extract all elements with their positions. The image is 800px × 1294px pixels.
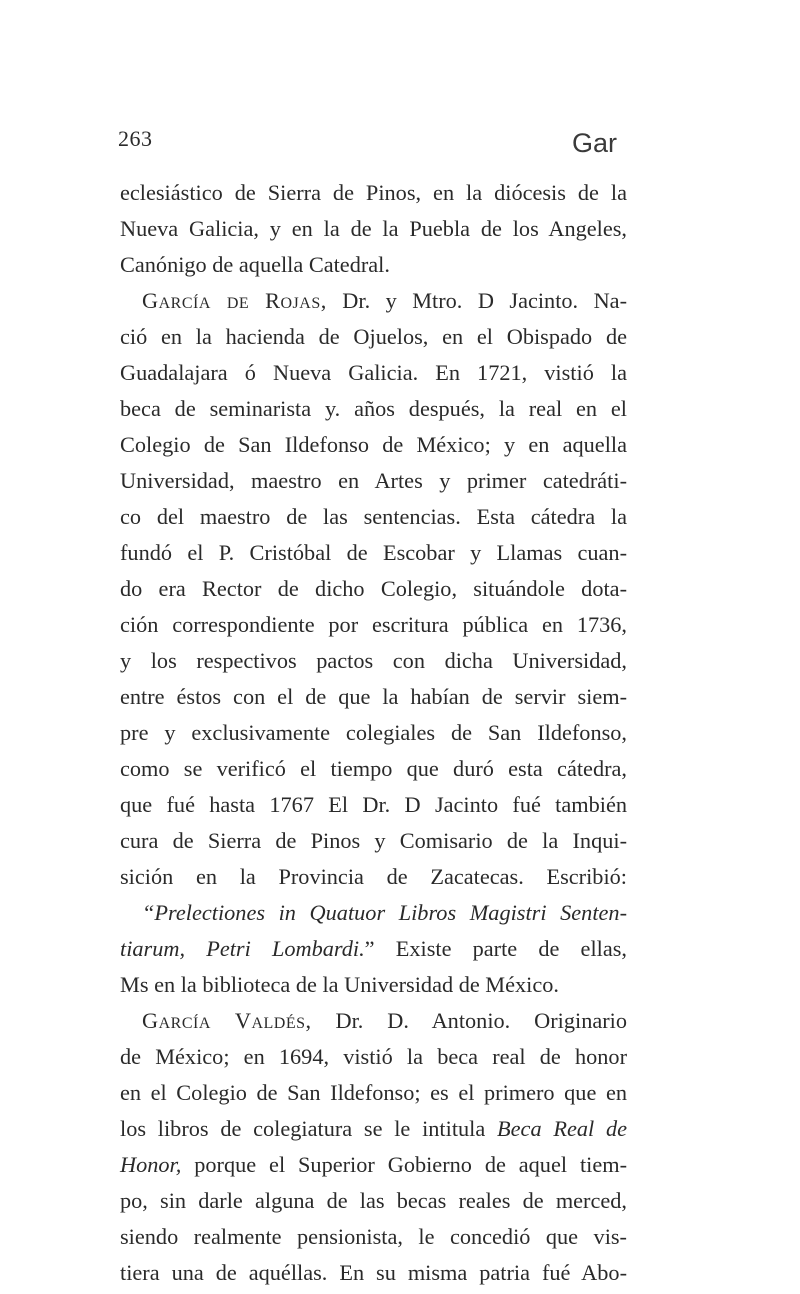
text-line: sición en la Provincia de Zacatecas. Escribió: [120, 864, 627, 889]
text-line: de México; en 1694, vistió la beca real de honor [120, 1044, 627, 1069]
text-line: tiera una de aquéllas. En su misma patria fué Abo- [120, 1260, 627, 1285]
text-line: Canónigo de aquella Catedral. [120, 252, 390, 277]
text-line: siendo realmente pensionista, le concedió que vis- [120, 1224, 627, 1249]
text-line: entre éstos con el de que la habían de servir siem- [120, 684, 627, 709]
text-line: Guadalajara ó Nueva Galicia. En 1721, vistió la [120, 360, 627, 385]
text-line: co del maestro de las sentencias. Esta cátedra la [120, 504, 627, 529]
text-line: ció en la hacienda de Ojuelos, en el Obispado de [120, 324, 627, 349]
entry-first-line [120, 1003, 627, 1039]
text-line [120, 1147, 627, 1183]
text-line: ción correspondiente por escritura pública en 1736, [120, 612, 627, 637]
text-line [120, 1111, 627, 1147]
text-line: Ms en la biblioteca de la Universidad de México. [120, 972, 559, 997]
beca-title: Beca Real de [497, 1116, 628, 1141]
text-line: y los respectivos pactos con dicha Universidad, [120, 648, 627, 673]
work-title: tiarum, Petri Lombardi. [120, 936, 365, 961]
text-line: po, sin darle alguna de las becas reales de merced, [120, 1188, 627, 1213]
text-line: que fué hasta 1767 El Dr. D Jacinto fué también [120, 792, 627, 817]
text-line: Colegio de San Ildefonso de México; y en aquella [120, 432, 627, 457]
text-line: beca de seminarista y. años después, la real en el [120, 396, 627, 421]
text-line: en el Colegio de San Ildefonso; es el primero que en [120, 1080, 627, 1105]
beca-title: Honor, [120, 1152, 182, 1177]
entry-text: ” Existe parte de ellas, [364, 936, 627, 961]
page-number: 263 [118, 126, 153, 151]
text-line: fundó el P. Cristóbal de Escobar y Llamas cuan- [120, 540, 627, 565]
text-line: Universidad, maestro en Artes y primer catedráti- [120, 468, 627, 493]
text-line [120, 931, 627, 967]
text-line: pre y exclusivamente colegiales de San Ildefonso, [120, 720, 627, 745]
entry-text: Dr. y Mtro. D Jacinto. Na- [342, 288, 628, 313]
work-title-line: “Prelectiones in Quatuor Libros Magistri Senten- [142, 900, 627, 925]
text-line: eclesiástico de Sierra de Pinos, en la diócesis de la [120, 180, 627, 205]
entry-text: porque el Superior Gobierno de aquel tiem- [194, 1152, 627, 1177]
text-line: Nueva Galicia, y en la de la Puebla de los Angeles, [120, 216, 627, 241]
entry-text: Dr. D. Antonio. Originario [335, 1008, 628, 1033]
entry-name: García de Rojas, [142, 288, 327, 313]
entry-text: los libros de colegiatura se le intitula [120, 1116, 486, 1141]
text-line: cura de Sierra de Pinos y Comisario de la Inqui- [120, 828, 627, 853]
text-line: do era Rector de dicho Colegio, situándole dota- [120, 576, 627, 601]
body-text [120, 175, 627, 1291]
entry-name: García Valdés, [142, 1008, 312, 1033]
text-line: como se verificó el tiempo que duró esta cátedra, [120, 756, 627, 781]
running-head: Gar [571, 128, 617, 158]
entry-first-line [120, 283, 627, 319]
